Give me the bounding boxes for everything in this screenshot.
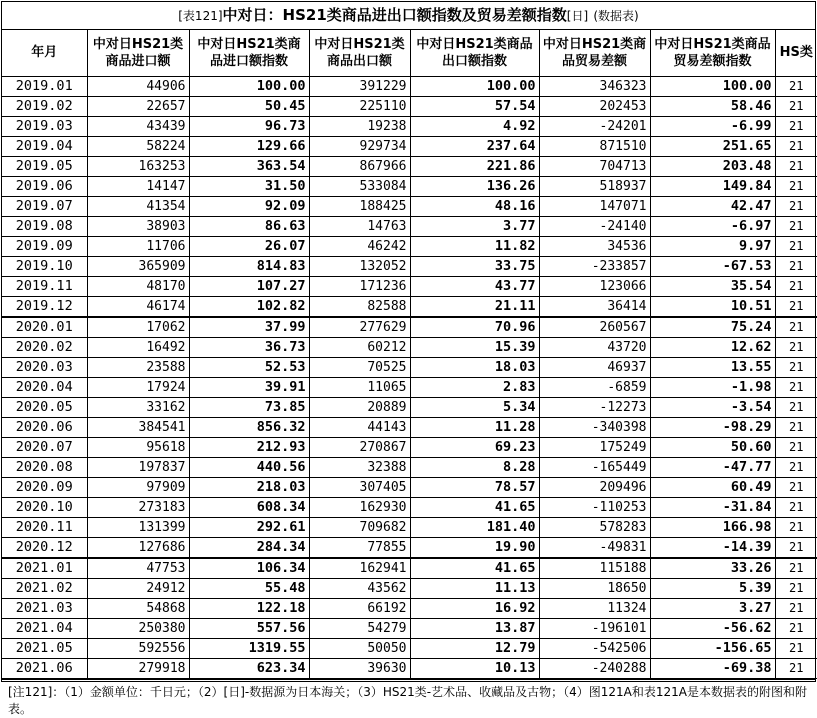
cell-hs: 21 (775, 296, 817, 317)
cell-export: 162930 (309, 497, 410, 517)
footnote: [注121]：（1）金额单位：千日元；（2）[日]-数据源为日本海关；（3）HS21类-艺术品、收藏品及古物；（4）图121A和表121A是本数据表的附图和附表。 (2, 679, 815, 717)
cell-import: 592556 (87, 638, 189, 658)
cell-export-index: 13.87 (410, 618, 539, 638)
cell-import: 279918 (87, 658, 189, 678)
cell-import: 95618 (87, 437, 189, 457)
cell-import-index: 106.34 (189, 558, 309, 579)
cell-hs: 21 (775, 196, 817, 216)
cell-balance: 115188 (539, 558, 650, 579)
cell-import: 33162 (87, 397, 189, 417)
cell-balance: 11324 (539, 598, 650, 618)
table-row (2, 497, 817, 517)
header-export: 中对日HS21类商品出口额 (309, 30, 410, 76)
header-balance: 中对日HS21类商品贸易差额 (539, 30, 650, 76)
cell-export-index: 237.64 (410, 136, 539, 156)
cell-balance: 36414 (539, 296, 650, 317)
cell-balance-index: -56.62 (650, 618, 775, 638)
table-row (2, 517, 817, 537)
title-prefix: [表121] (178, 9, 223, 23)
cell-import: 197837 (87, 457, 189, 477)
cell-import-index: 292.61 (189, 517, 309, 537)
cell-balance-index: -31.84 (650, 497, 775, 517)
cell-balance: 147071 (539, 196, 650, 216)
cell-balance: 34536 (539, 236, 650, 256)
title-main: 中对日：HS21类商品进出口额指数及贸易差额指数 (222, 6, 567, 24)
cell-hs: 21 (775, 598, 817, 618)
cell-export-index: 15.39 (410, 337, 539, 357)
cell-balance: -165449 (539, 457, 650, 477)
cell-export: 46242 (309, 236, 410, 256)
cell-export: 44143 (309, 417, 410, 437)
cell-hs: 21 (775, 658, 817, 678)
cell-import: 97909 (87, 477, 189, 497)
cell-month: 2020.01 (2, 317, 87, 338)
table-row (2, 417, 817, 437)
cell-import-index: 36.73 (189, 337, 309, 357)
cell-export: 11065 (309, 377, 410, 397)
header-import-index: 中对日HS21类商品进口额指数 (189, 30, 309, 76)
cell-hs: 21 (775, 317, 817, 338)
cell-export: 60212 (309, 337, 410, 357)
cell-export-index: 18.03 (410, 357, 539, 377)
cell-import-index: 26.07 (189, 236, 309, 256)
table-row (2, 558, 817, 579)
cell-export-index: 21.11 (410, 296, 539, 317)
cell-balance: 871510 (539, 136, 650, 156)
cell-import: 365909 (87, 256, 189, 276)
cell-month: 2021.02 (2, 578, 87, 598)
cell-import: 47753 (87, 558, 189, 579)
cell-export-index: 43.77 (410, 276, 539, 296)
cell-import: 16492 (87, 337, 189, 357)
cell-export: 709682 (309, 517, 410, 537)
cell-export-index: 41.65 (410, 558, 539, 579)
cell-export: 188425 (309, 196, 410, 216)
cell-import-index: 107.27 (189, 276, 309, 296)
cell-hs: 21 (775, 578, 817, 598)
cell-hs: 21 (775, 76, 817, 96)
cell-month: 2019.07 (2, 196, 87, 216)
cell-balance-index: -6.97 (650, 216, 775, 236)
cell-balance-index: 75.24 (650, 317, 775, 338)
cell-hs: 21 (775, 357, 817, 377)
cell-hs: 21 (775, 437, 817, 457)
cell-export: 132052 (309, 256, 410, 276)
table-row (2, 317, 817, 338)
cell-balance-index: 13.55 (650, 357, 775, 377)
header-balance-index: 中对日HS21类商品贸易差额指数 (650, 30, 775, 76)
cell-import-index: 86.63 (189, 216, 309, 236)
cell-export-index: 48.16 (410, 196, 539, 216)
cell-import: 17062 (87, 317, 189, 338)
cell-balance: -24201 (539, 116, 650, 136)
cell-month: 2019.03 (2, 116, 87, 136)
cell-balance-index: -47.77 (650, 457, 775, 477)
cell-balance-index: 35.54 (650, 276, 775, 296)
table-row (2, 477, 817, 497)
cell-hs: 21 (775, 537, 817, 558)
cell-hs: 21 (775, 136, 817, 156)
cell-month: 2019.09 (2, 236, 87, 256)
cell-balance-index: 100.00 (650, 76, 775, 96)
header-export-index: 中对日HS21类商品出口额指数 (410, 30, 539, 76)
cell-balance: -240288 (539, 658, 650, 678)
cell-export: 225110 (309, 96, 410, 116)
cell-balance: 209496 (539, 477, 650, 497)
cell-import-index: 39.91 (189, 377, 309, 397)
cell-export-index: 70.96 (410, 317, 539, 338)
cell-month: 2020.04 (2, 377, 87, 397)
table-row (2, 638, 817, 658)
cell-export: 32388 (309, 457, 410, 477)
cell-balance: -24140 (539, 216, 650, 236)
cell-balance-index: 3.27 (650, 598, 775, 618)
header-import: 中对日HS21类商品进口额 (87, 30, 189, 76)
cell-balance-index: 33.26 (650, 558, 775, 579)
data-sheet (1, 1, 816, 716)
cell-balance-index: 50.60 (650, 437, 775, 457)
cell-import-index: 50.45 (189, 96, 309, 116)
table-row (2, 96, 817, 116)
cell-balance-index: 203.48 (650, 156, 775, 176)
cell-export-index: 136.26 (410, 176, 539, 196)
cell-import-index: 814.83 (189, 256, 309, 276)
cell-month: 2019.06 (2, 176, 87, 196)
cell-month: 2020.08 (2, 457, 87, 477)
cell-balance-index: 166.98 (650, 517, 775, 537)
table-row (2, 216, 817, 236)
cell-import-index: 96.73 (189, 116, 309, 136)
cell-import: 163253 (87, 156, 189, 176)
cell-hs: 21 (775, 497, 817, 517)
cell-import-index: 73.85 (189, 397, 309, 417)
cell-import-index: 557.56 (189, 618, 309, 638)
cell-month: 2021.05 (2, 638, 87, 658)
cell-balance-index: 58.46 (650, 96, 775, 116)
cell-hs: 21 (775, 216, 817, 236)
cell-balance: 123066 (539, 276, 650, 296)
cell-import: 23588 (87, 357, 189, 377)
cell-balance: -12273 (539, 397, 650, 417)
cell-balance: -110253 (539, 497, 650, 517)
cell-month: 2020.02 (2, 337, 87, 357)
cell-import: 127686 (87, 537, 189, 558)
cell-balance-index: -98.29 (650, 417, 775, 437)
cell-export: 77855 (309, 537, 410, 558)
cell-import: 43439 (87, 116, 189, 136)
cell-import: 14147 (87, 176, 189, 196)
cell-export-index: 33.75 (410, 256, 539, 276)
cell-balance: -233857 (539, 256, 650, 276)
table-row (2, 578, 817, 598)
cell-export-index: 11.13 (410, 578, 539, 598)
cell-export: 82588 (309, 296, 410, 317)
cell-import: 11706 (87, 236, 189, 256)
cell-export-index: 10.13 (410, 658, 539, 678)
cell-balance: -340398 (539, 417, 650, 437)
cell-export-index: 16.92 (410, 598, 539, 618)
cell-export-index: 11.28 (410, 417, 539, 437)
table-row (2, 377, 817, 397)
cell-import: 54868 (87, 598, 189, 618)
cell-export: 270867 (309, 437, 410, 457)
cell-hs: 21 (775, 377, 817, 397)
cell-balance: 704713 (539, 156, 650, 176)
cell-month: 2019.01 (2, 76, 87, 96)
cell-balance-index: 60.49 (650, 477, 775, 497)
cell-hs: 21 (775, 276, 817, 296)
table-row (2, 156, 817, 176)
cell-balance-index: -3.54 (650, 397, 775, 417)
cell-hs: 21 (775, 457, 817, 477)
cell-export: 19238 (309, 116, 410, 136)
cell-import-index: 37.99 (189, 317, 309, 338)
title-tag: (数据表) (593, 9, 639, 23)
cell-import-index: 284.34 (189, 537, 309, 558)
cell-export: 391229 (309, 76, 410, 96)
cell-month: 2019.08 (2, 216, 87, 236)
table-row (2, 76, 817, 96)
cell-import: 41354 (87, 196, 189, 216)
table-row (2, 196, 817, 216)
cell-export: 66192 (309, 598, 410, 618)
cell-export-index: 181.40 (410, 517, 539, 537)
cell-import-index: 1319.55 (189, 638, 309, 658)
cell-hs: 21 (775, 96, 817, 116)
cell-hs: 21 (775, 236, 817, 256)
table-row (2, 256, 817, 276)
cell-balance: 175249 (539, 437, 650, 457)
cell-export: 929734 (309, 136, 410, 156)
cell-export: 14763 (309, 216, 410, 236)
title-suffix: [日] (566, 9, 589, 23)
cell-hs: 21 (775, 618, 817, 638)
cell-export-index: 57.54 (410, 96, 539, 116)
cell-export: 20889 (309, 397, 410, 417)
cell-month: 2020.03 (2, 357, 87, 377)
cell-month: 2021.01 (2, 558, 87, 579)
cell-import: 58224 (87, 136, 189, 156)
cell-export-index: 3.77 (410, 216, 539, 236)
header-row (2, 30, 817, 76)
cell-import: 44906 (87, 76, 189, 96)
cell-month: 2020.12 (2, 537, 87, 558)
table-row (2, 136, 817, 156)
cell-import: 17924 (87, 377, 189, 397)
header-hs: HS类 (775, 30, 817, 76)
cell-import-index: 52.53 (189, 357, 309, 377)
cell-import-index: 363.54 (189, 156, 309, 176)
cell-hs: 21 (775, 116, 817, 136)
cell-balance: -196101 (539, 618, 650, 638)
cell-balance: 260567 (539, 317, 650, 338)
cell-import-index: 218.03 (189, 477, 309, 497)
cell-balance: -6859 (539, 377, 650, 397)
cell-import-index: 623.34 (189, 658, 309, 678)
cell-month: 2021.04 (2, 618, 87, 638)
cell-balance: -542506 (539, 638, 650, 658)
cell-balance: 578283 (539, 517, 650, 537)
cell-balance-index: -69.38 (650, 658, 775, 678)
cell-balance-index: 251.65 (650, 136, 775, 156)
cell-import-index: 92.09 (189, 196, 309, 216)
cell-hs: 21 (775, 558, 817, 579)
cell-export-index: 5.34 (410, 397, 539, 417)
cell-balance: 518937 (539, 176, 650, 196)
table-row (2, 437, 817, 457)
cell-export: 162941 (309, 558, 410, 579)
cell-export-index: 11.82 (410, 236, 539, 256)
cell-export-index: 19.90 (410, 537, 539, 558)
cell-month: 2019.11 (2, 276, 87, 296)
table-row (2, 658, 817, 678)
cell-month: 2021.03 (2, 598, 87, 618)
cell-export-index: 41.65 (410, 497, 539, 517)
cell-import-index: 440.56 (189, 457, 309, 477)
cell-export: 307405 (309, 477, 410, 497)
cell-month: 2020.09 (2, 477, 87, 497)
cell-month: 2019.05 (2, 156, 87, 176)
cell-balance: 43720 (539, 337, 650, 357)
cell-import-index: 856.32 (189, 417, 309, 437)
cell-hs: 21 (775, 477, 817, 497)
table-row (2, 296, 817, 317)
cell-import: 38903 (87, 216, 189, 236)
cell-export-index: 100.00 (410, 76, 539, 96)
cell-month: 2020.06 (2, 417, 87, 437)
cell-balance-index: 5.39 (650, 578, 775, 598)
cell-import: 273183 (87, 497, 189, 517)
cell-import: 24912 (87, 578, 189, 598)
cell-balance: 346323 (539, 76, 650, 96)
cell-import-index: 100.00 (189, 76, 309, 96)
cell-balance-index: -6.99 (650, 116, 775, 136)
cell-import: 48170 (87, 276, 189, 296)
cell-month: 2019.10 (2, 256, 87, 276)
table-row (2, 357, 817, 377)
cell-import-index: 608.34 (189, 497, 309, 517)
table-row (2, 337, 817, 357)
cell-export-index: 8.28 (410, 457, 539, 477)
table-row (2, 236, 817, 256)
cell-import: 22657 (87, 96, 189, 116)
cell-export: 171236 (309, 276, 410, 296)
cell-import-index: 102.82 (189, 296, 309, 317)
table-row (2, 598, 817, 618)
cell-export: 43562 (309, 578, 410, 598)
cell-export-index: 69.23 (410, 437, 539, 457)
cell-import-index: 55.48 (189, 578, 309, 598)
cell-balance-index: 10.51 (650, 296, 775, 317)
cell-hs: 21 (775, 176, 817, 196)
cell-export-index: 78.57 (410, 477, 539, 497)
cell-month: 2019.04 (2, 136, 87, 156)
table-row (2, 537, 817, 558)
cell-month: 2019.12 (2, 296, 87, 317)
cell-hs: 21 (775, 156, 817, 176)
cell-import-index: 122.18 (189, 598, 309, 618)
cell-import: 46174 (87, 296, 189, 317)
cell-month: 2021.06 (2, 658, 87, 678)
table-title (2, 2, 815, 30)
cell-export: 277629 (309, 317, 410, 338)
cell-import-index: 31.50 (189, 176, 309, 196)
table-body (2, 76, 817, 678)
cell-balance-index: 149.84 (650, 176, 775, 196)
table-row (2, 116, 817, 136)
cell-import: 384541 (87, 417, 189, 437)
cell-export: 39630 (309, 658, 410, 678)
cell-balance-index: 12.62 (650, 337, 775, 357)
cell-balance-index: 9.97 (650, 236, 775, 256)
cell-import: 131399 (87, 517, 189, 537)
cell-hs: 21 (775, 417, 817, 437)
data-table (2, 30, 817, 679)
cell-balance-index: -14.39 (650, 537, 775, 558)
cell-export: 70525 (309, 357, 410, 377)
table-row (2, 618, 817, 638)
cell-balance-index: -1.98 (650, 377, 775, 397)
table-row (2, 176, 817, 196)
cell-export-index: 4.92 (410, 116, 539, 136)
cell-month: 2020.10 (2, 497, 87, 517)
cell-month: 2020.11 (2, 517, 87, 537)
cell-hs: 21 (775, 337, 817, 357)
cell-export-index: 2.83 (410, 377, 539, 397)
cell-export: 54279 (309, 618, 410, 638)
cell-balance: 18650 (539, 578, 650, 598)
cell-hs: 21 (775, 517, 817, 537)
cell-import: 250380 (87, 618, 189, 638)
table-row (2, 276, 817, 296)
cell-export-index: 221.86 (410, 156, 539, 176)
cell-month: 2019.02 (2, 96, 87, 116)
cell-import-index: 212.93 (189, 437, 309, 457)
cell-export: 867966 (309, 156, 410, 176)
cell-balance-index: -67.53 (650, 256, 775, 276)
cell-month: 2020.07 (2, 437, 87, 457)
cell-balance: -49831 (539, 537, 650, 558)
header-month: 年月 (2, 30, 87, 76)
cell-month: 2020.05 (2, 397, 87, 417)
cell-import-index: 129.66 (189, 136, 309, 156)
cell-hs: 21 (775, 397, 817, 417)
table-row (2, 457, 817, 477)
cell-hs: 21 (775, 256, 817, 276)
cell-balance: 46937 (539, 357, 650, 377)
cell-balance: 202453 (539, 96, 650, 116)
cell-balance-index: -156.65 (650, 638, 775, 658)
table-row (2, 397, 817, 417)
cell-export: 50050 (309, 638, 410, 658)
cell-hs: 21 (775, 638, 817, 658)
cell-balance-index: 42.47 (650, 196, 775, 216)
cell-export: 533084 (309, 176, 410, 196)
cell-export-index: 12.79 (410, 638, 539, 658)
